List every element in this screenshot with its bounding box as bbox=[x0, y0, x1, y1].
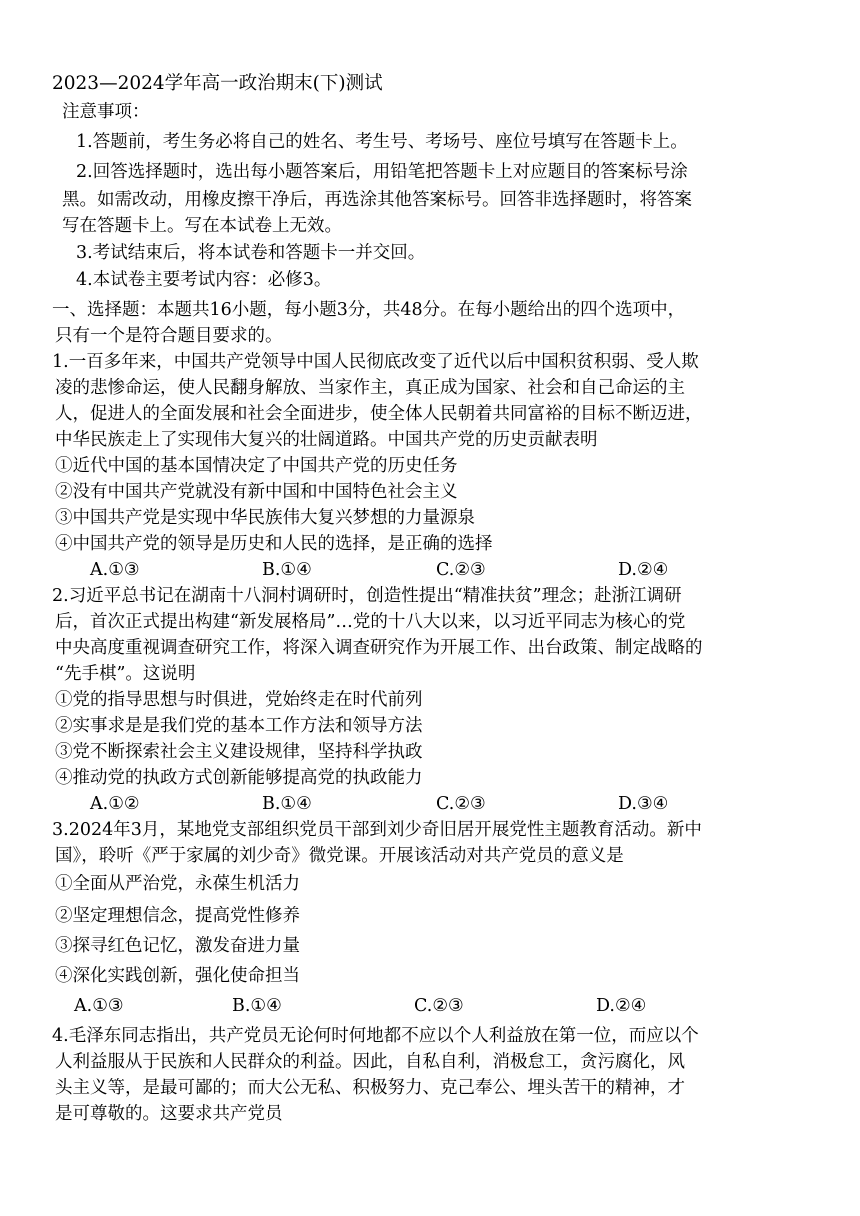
q1-option-a: A.①③ bbox=[90, 560, 140, 580]
q3-option-a: A.①③ bbox=[74, 996, 124, 1016]
q3-statement: ④深化实践创新，强化使命担当 bbox=[55, 966, 300, 986]
q3-statement: ①全面从严治党，永葆生机活力 bbox=[55, 874, 300, 894]
q2-option-d: D.③④ bbox=[618, 794, 669, 814]
q1-stem: 1.一百多年来，中国共产党领导中国人民彻底改变了近代以后中国积贫积弱、受人欺 bbox=[52, 352, 699, 372]
q1-stem: 凌的悲惨命运，使人民翻身解放、当家作主，真正成为国家、社会和自己命运的主 bbox=[55, 378, 685, 398]
q4-stem: 人利益服从于民族和人民群众的利益。因此，自私自利，消极怠工，贪污腐化，风 bbox=[55, 1052, 685, 1072]
notice-item: 4.本试卷主要考试内容：必修3。 bbox=[76, 270, 332, 290]
q2-option-b: B.①④ bbox=[262, 794, 312, 814]
q3-stem: 3.2024年3月，某地党支部组织党员干部到刘少奇旧居开展党性主题教育活动。新中 bbox=[52, 820, 702, 840]
q1-option-c: C.②③ bbox=[436, 560, 486, 580]
q2-statement: ①党的指导思想与时俱进，党始终走在时代前列 bbox=[55, 690, 423, 710]
q2-stem: 后，首次正式提出构建“新发展格局”…党的十八大以来，以习近平同志为核心的党 bbox=[55, 612, 686, 632]
q2-stem: 2.习近平总书记在湖南十八洞村调研时，创造性提出“精准扶贫”理念；赴浙江调研 bbox=[52, 586, 682, 606]
exam-title: 2023—2024学年高一政治期末(下)测试 bbox=[52, 73, 383, 94]
q2-statement: ④推动党的执政方式创新能够提高党的执政能力 bbox=[55, 768, 423, 788]
section-heading: 一、选择题：本题共16小题，每小题3分，共48分。在每小题给出的四个选项中， bbox=[52, 300, 686, 320]
q4-stem: 是可尊敬的。这要求共产党员 bbox=[55, 1104, 283, 1124]
notice-item: 3.考试结束后，将本试卷和答题卡一并交回。 bbox=[76, 243, 426, 263]
q2-stem: “先手棋”。这说明 bbox=[55, 664, 196, 684]
q1-option-b: B.①④ bbox=[262, 560, 312, 580]
q2-statement: ③党不断探索社会主义建设规律，坚持科学执政 bbox=[55, 742, 423, 762]
q3-option-c: C.②③ bbox=[414, 996, 464, 1016]
q3-statement: ②坚定理想信念，提高党性修养 bbox=[55, 906, 300, 926]
q2-statement: ②实事求是是我们党的基本工作方法和领导方法 bbox=[55, 716, 423, 736]
section-heading-cont: 只有一个是符合题目要求的。 bbox=[55, 326, 283, 346]
q1-statement: ②没有中国共产党就没有新中国和中国特色社会主义 bbox=[55, 482, 458, 502]
notice-item: 黑。如需改动，用橡皮擦干净后，再选涂其他答案标号。回答非选择题时，将答案 bbox=[62, 190, 692, 210]
q1-option-d: D.②④ bbox=[618, 560, 669, 580]
q4-stem: 头主义等，是最可鄙的；而大公无私、积极努力、克己奉公、埋头苦干的精神，才 bbox=[55, 1078, 685, 1098]
q1-statement: ③中国共产党是实现中华民族伟大复兴梦想的力量源泉 bbox=[55, 508, 475, 528]
notice-item: 1.答题前，考生务必将自己的姓名、考生号、考场号、座位号填写在答题卡上。 bbox=[76, 132, 688, 152]
q4-stem: 4.毛泽东同志指出，共产党员无论何时何地都不应以个人利益放在第一位，而应以个 bbox=[52, 1026, 699, 1046]
q1-stem: 中华民族走上了实现伟大复兴的壮阔道路。中国共产党的历史贡献表明 bbox=[55, 430, 598, 450]
q1-statement: ④中国共产党的领导是历史和人民的选择，是正确的选择 bbox=[55, 534, 493, 554]
q3-stem: 国》，聆听《严于家属的刘少奇》微党课。开展该活动对共产党员的意义是 bbox=[55, 846, 624, 866]
q3-option-d: D.②④ bbox=[596, 996, 647, 1016]
notice-item: 2.回答选择题时，选出每小题答案后，用铅笔把答题卡上对应题目的答案标号涂 bbox=[76, 162, 688, 182]
q3-option-b: B.①④ bbox=[232, 996, 282, 1016]
q2-option-a: A.①② bbox=[90, 794, 140, 814]
q1-stem: 人，促进人的全面发展和社会全面进步，使全体人民朝着共同富裕的目标不断迈进， bbox=[55, 404, 703, 424]
notice-heading: 注意事项： bbox=[62, 102, 150, 122]
q2-stem: 中央高度重视调查研究工作，将深入调查研究作为开展工作、出台政策、制定战略的 bbox=[55, 638, 703, 658]
q3-statement: ③探寻红色记忆，激发奋进力量 bbox=[55, 936, 300, 956]
q2-option-c: C.②③ bbox=[436, 794, 486, 814]
q1-statement: ①近代中国的基本国情决定了中国共产党的历史任务 bbox=[55, 456, 458, 476]
notice-item: 写在答题卡上。写在本试卷上无效。 bbox=[62, 216, 342, 236]
